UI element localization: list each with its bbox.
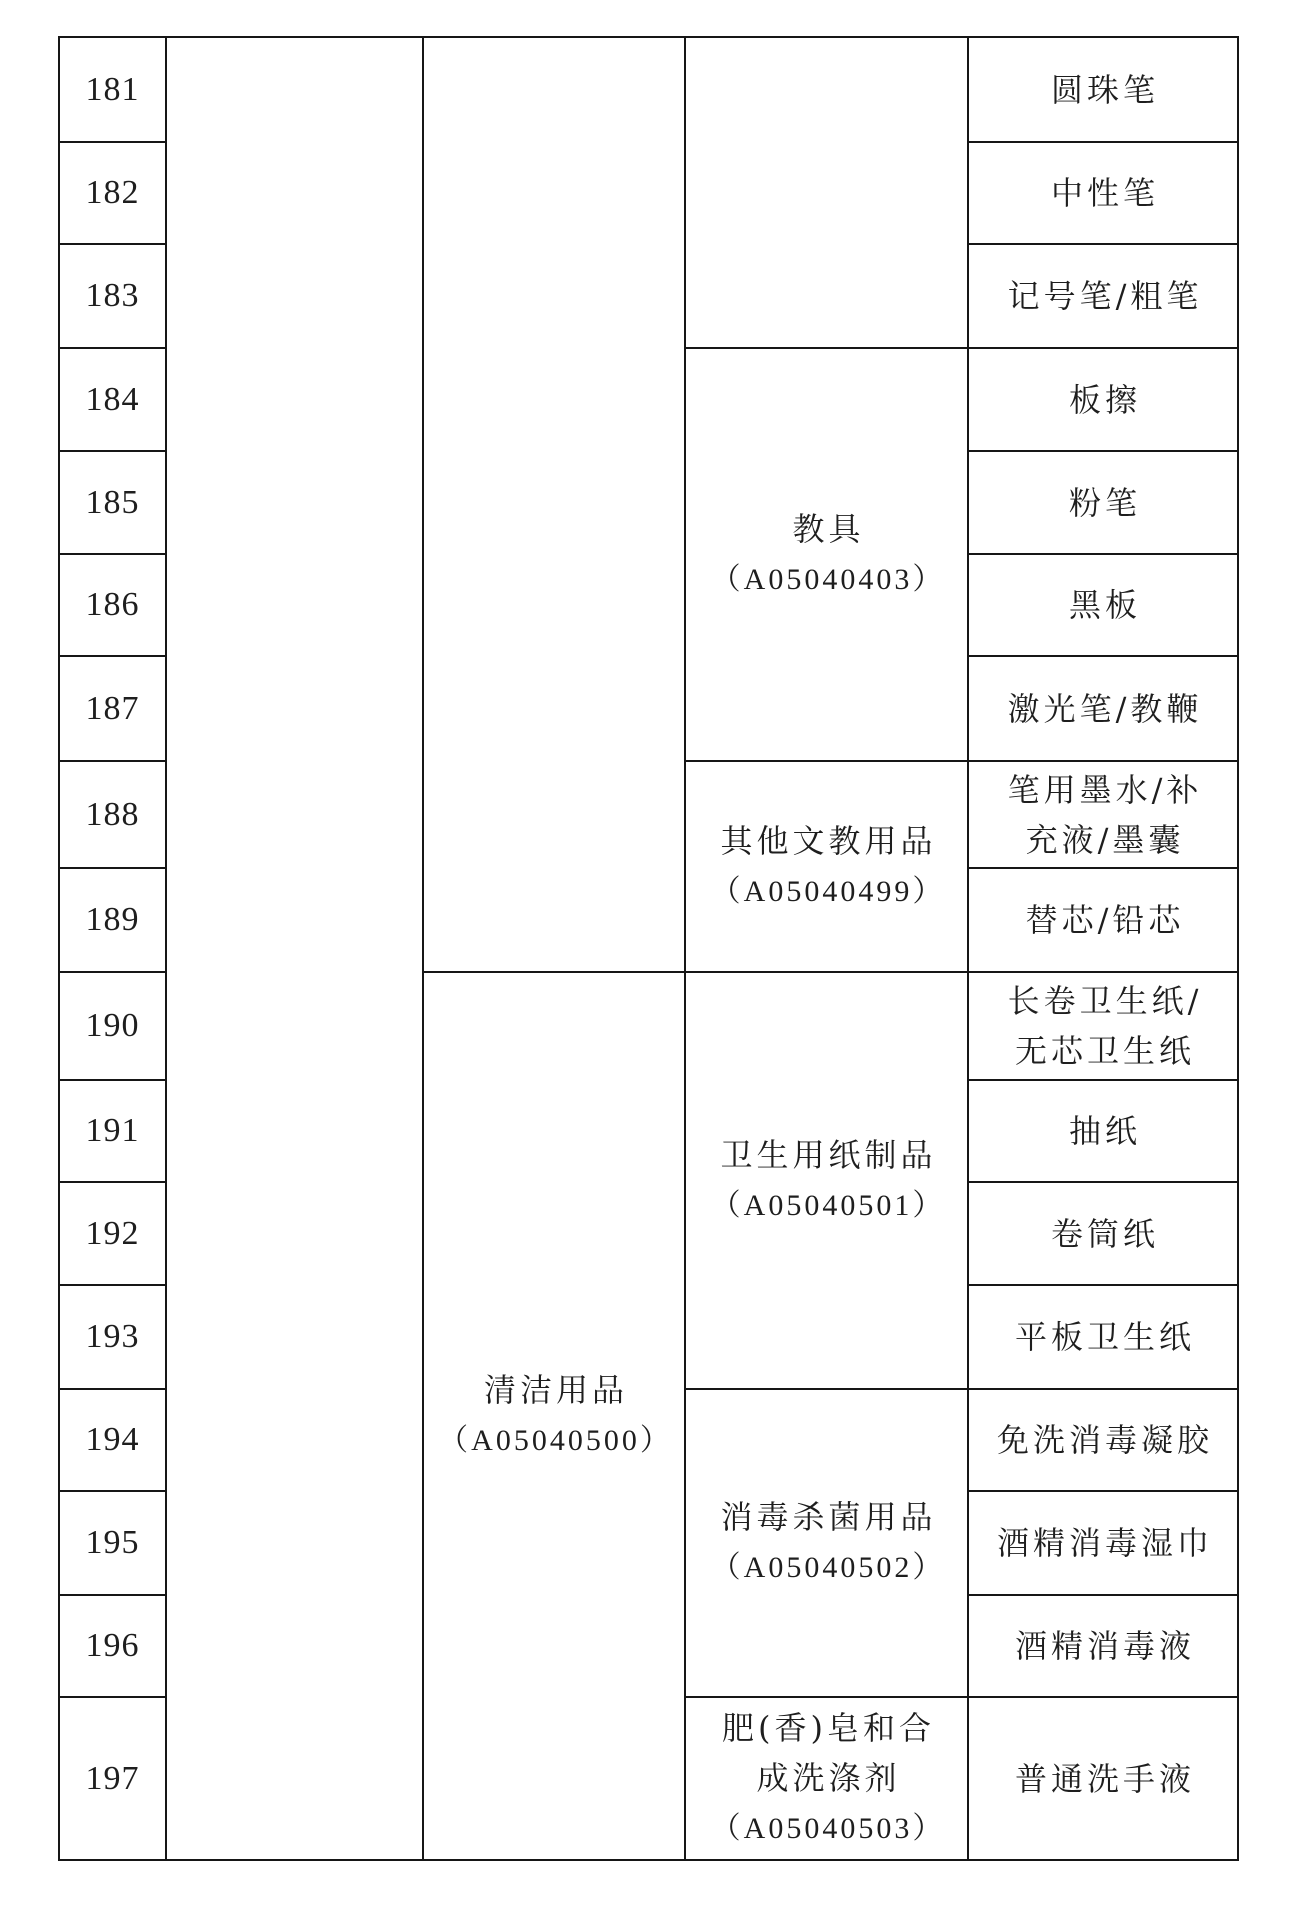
row-number: 195 — [60, 1492, 165, 1594]
item-name: 激光笔/教鞭 — [1007, 689, 1203, 728]
item-name: 记号笔/粗笔 — [1007, 277, 1203, 315]
item-cell — [969, 1390, 1237, 1490]
row-number: 185 — [60, 452, 165, 553]
group-code: （A05040502） — [710, 1551, 946, 1584]
group-code: （A05040501） — [710, 1188, 946, 1222]
group-name: 教具 — [792, 509, 865, 548]
subcategory-code: （A05040500） — [438, 1424, 673, 1457]
item-cell — [969, 1698, 1237, 1859]
row-number: 193 — [60, 1286, 165, 1388]
item-name-line: 无芯卫生纸 — [1014, 1032, 1195, 1070]
group-name: 其他文教用品 — [720, 821, 937, 860]
item-cell — [969, 452, 1237, 553]
item-cell — [969, 1081, 1237, 1181]
item-name: 平板卫生纸 — [1014, 1318, 1195, 1356]
row-number: 196 — [60, 1596, 165, 1696]
subcategory-cleaning-supplies — [424, 973, 684, 1859]
item-name: 替芯/铅芯 — [1025, 901, 1185, 939]
row-number: 183 — [60, 245, 165, 347]
row-number: 194 — [60, 1390, 165, 1490]
item-name: 圆珠笔 — [1050, 70, 1159, 109]
item-name: 黑板 — [1068, 586, 1141, 624]
item-name: 中性笔 — [1050, 174, 1159, 212]
group-teaching-aids — [686, 349, 967, 760]
group-name: 卫生用纸制品 — [720, 1135, 937, 1174]
group-name: 消毒杀菌用品 — [720, 1498, 937, 1536]
item-name: 粉笔 — [1068, 483, 1141, 522]
row-number: 184 — [60, 349, 165, 450]
group-code: （A05040403） — [710, 562, 946, 596]
group-cell-empty — [686, 38, 967, 347]
item-name-line: 充液/墨囊 — [1025, 820, 1185, 859]
group-soap-detergent — [686, 1698, 967, 1859]
item-name: 抽纸 — [1068, 1112, 1141, 1150]
row-number: 189 — [60, 869, 165, 971]
item-name: 板擦 — [1068, 380, 1141, 419]
item-cell — [969, 1492, 1237, 1594]
item-cell — [969, 1286, 1237, 1388]
group-disinfection — [686, 1390, 967, 1696]
item-name: 免洗消毒凝胶 — [996, 1421, 1213, 1459]
group-code: （A05040499） — [710, 874, 946, 908]
group-other-stationery — [686, 762, 967, 971]
group-name-line: 成洗涤剂 — [756, 1758, 901, 1797]
group-code: （A05040503） — [710, 1811, 946, 1845]
item-cell — [969, 762, 1237, 867]
item-cell — [969, 143, 1237, 243]
item-cell — [969, 38, 1237, 141]
item-cell — [969, 1596, 1237, 1696]
group-name-line: 肥(香)皂和合 — [722, 1708, 935, 1747]
item-cell — [969, 349, 1237, 450]
item-name-line: 笔用墨水/补 — [1007, 770, 1203, 809]
item-name: 卷筒纸 — [1050, 1214, 1159, 1253]
item-name: 酒精消毒湿巾 — [996, 1524, 1213, 1562]
row-number: 181 — [60, 38, 165, 141]
item-name-line: 长卷卫生纸/ — [1007, 982, 1203, 1020]
category-cell-empty — [167, 38, 422, 1859]
item-cell — [969, 555, 1237, 655]
row-number: 187 — [60, 657, 165, 760]
item-cell — [969, 657, 1237, 760]
item-name: 酒精消毒液 — [1014, 1627, 1195, 1665]
row-number: 186 — [60, 555, 165, 655]
item-cell — [969, 869, 1237, 971]
category-table — [58, 36, 1239, 1861]
item-cell — [969, 1183, 1237, 1284]
row-number: 188 — [60, 762, 165, 867]
row-number: 190 — [60, 973, 165, 1079]
group-paper-products — [686, 973, 967, 1388]
subcategory-cell-empty — [424, 38, 684, 971]
item-cell — [969, 973, 1237, 1079]
item-cell — [969, 245, 1237, 347]
item-name: 普通洗手液 — [1014, 1759, 1195, 1798]
subcategory-name: 清洁用品 — [483, 1371, 628, 1409]
row-number: 182 — [60, 143, 165, 243]
row-number: 192 — [60, 1183, 165, 1284]
row-number: 191 — [60, 1081, 165, 1181]
row-number: 197 — [60, 1698, 165, 1859]
